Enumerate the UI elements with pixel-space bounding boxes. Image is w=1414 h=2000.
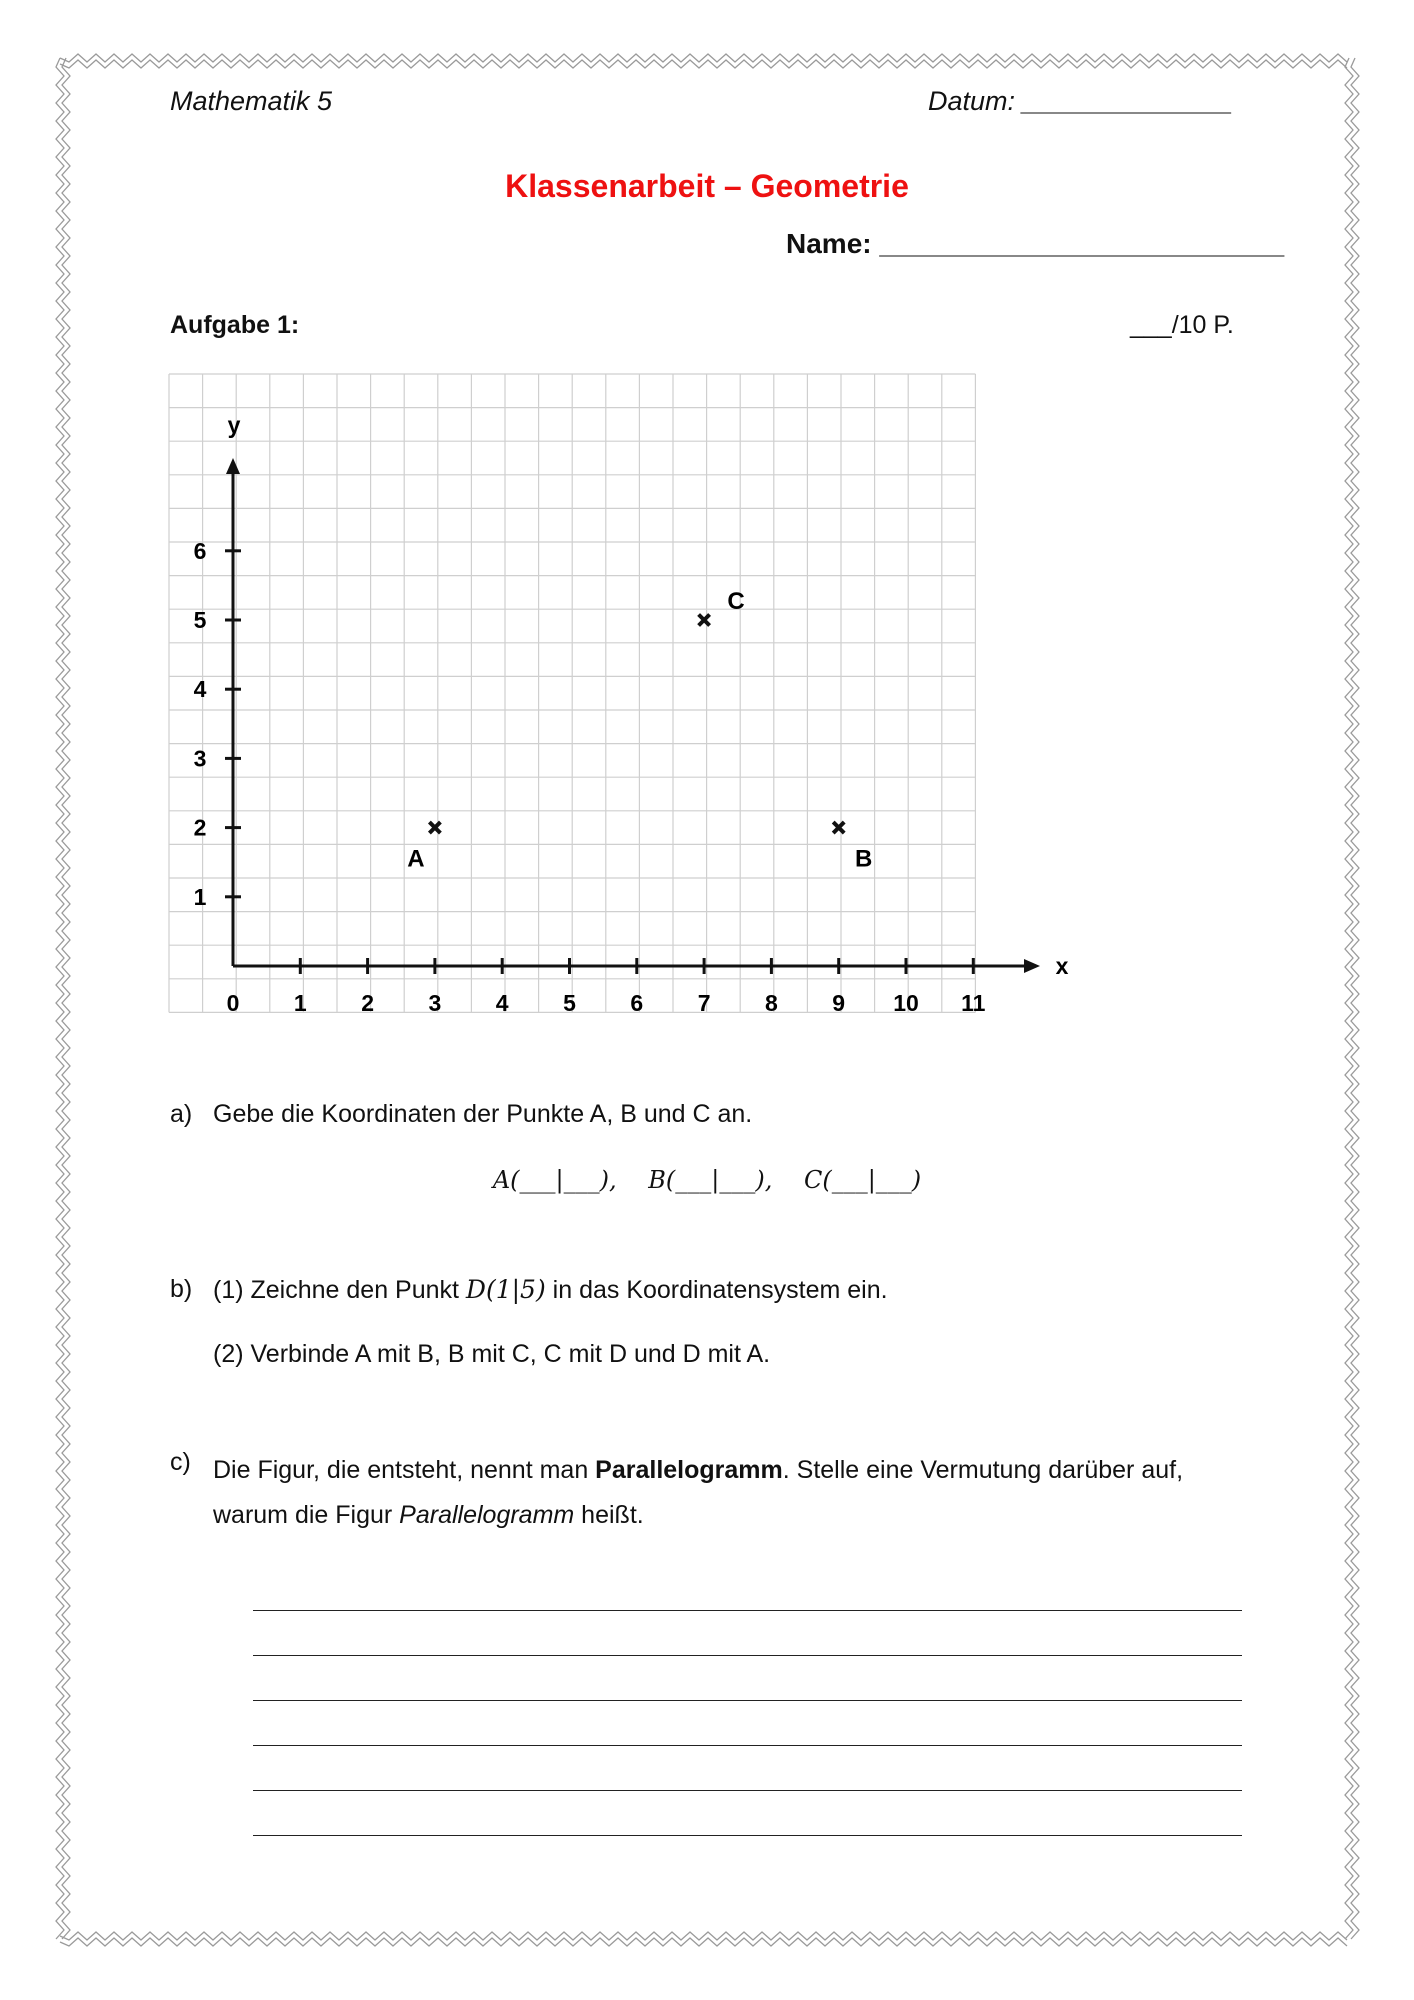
x-tick-label: 5 xyxy=(563,990,576,1016)
name-field: Name: __________________________ xyxy=(786,228,1285,259)
question-a-text: Gebe die Koordinaten der Punkte A, B und C an. xyxy=(213,1100,753,1128)
x-axis-arrow xyxy=(1024,959,1040,973)
x-tick-label: 4 xyxy=(495,990,509,1016)
point-c-marker xyxy=(699,615,710,626)
question-c-text-3: heißt. xyxy=(574,1501,644,1529)
x-tick-label: 9 xyxy=(832,990,846,1016)
answer-field-a: A(___|___), xyxy=(492,1166,617,1194)
point-d: D(1|5) xyxy=(465,1275,546,1304)
x-tick-label: 7 xyxy=(697,990,711,1016)
y-axis-label: y xyxy=(227,412,241,438)
answer-line[interactable] xyxy=(253,1745,1242,1746)
subject-label: Mathematik 5 xyxy=(170,86,333,116)
task-label: Aufgabe 1: xyxy=(170,311,300,339)
y-tick-label: 2 xyxy=(193,814,207,841)
question-b-marker: b) xyxy=(170,1275,193,1303)
answer-line[interactable] xyxy=(253,1790,1242,1791)
answer-field-b: B(___|___), xyxy=(648,1166,773,1194)
x-tick-label: 11 xyxy=(961,990,986,1016)
x-tick-label: 3 xyxy=(428,990,442,1016)
answer-line[interactable] xyxy=(253,1700,1242,1701)
answer-line[interactable] xyxy=(253,1655,1242,1656)
answer-line[interactable] xyxy=(253,1610,1242,1611)
x-axis-label: x xyxy=(1055,953,1069,979)
x-tick-label: 2 xyxy=(361,990,374,1016)
point-c-label: C xyxy=(727,588,745,615)
x-tick-label: 10 xyxy=(893,990,919,1016)
y-tick-label: 4 xyxy=(193,676,207,703)
coordinate-answer-fields xyxy=(0,1166,1414,1194)
question-a-marker: a) xyxy=(170,1100,193,1128)
question-b-part1-text: (1) Zeichne den Punkt xyxy=(213,1276,466,1304)
question-c-text xyxy=(213,1448,1263,1538)
point-b-marker xyxy=(833,822,844,833)
question-b-part2: (2) Verbinde A mit B, B mit C, C mit D und D mit A. xyxy=(213,1340,771,1368)
answer-line[interactable] xyxy=(253,1835,1242,1836)
question-b-part1-end: in das Koordinatensystem ein. xyxy=(545,1276,888,1304)
points-field: ___/10 P. xyxy=(1130,311,1234,339)
y-tick-label: 3 xyxy=(193,745,207,772)
y-tick-label: 5 xyxy=(193,607,207,633)
answer-field-c: C(___|___) xyxy=(803,1166,922,1194)
page-title: Klassenarbeit – Geometrie xyxy=(505,168,909,204)
x-tick-label: 8 xyxy=(765,990,778,1016)
point-b-label: B xyxy=(855,845,873,873)
question-c-italic-term: Parallelogramm xyxy=(399,1501,575,1529)
point-a-marker xyxy=(429,822,440,833)
x-tick-label: 6 xyxy=(630,990,644,1016)
question-b-part1 xyxy=(213,1275,888,1305)
y-tick-label: 1 xyxy=(193,883,207,910)
x-tick-label: 1 xyxy=(293,990,307,1016)
question-c-bold-term: Parallelogramm xyxy=(595,1456,783,1484)
question-c-text-2: . Stelle eine Vermutung darüber auf, warum die Figur xyxy=(213,1456,1184,1529)
question-c-marker: c) xyxy=(170,1448,191,1476)
x-tick-label: 0 xyxy=(226,990,240,1016)
y-tick-label: 6 xyxy=(193,537,207,564)
y-axis-arrow xyxy=(226,458,240,474)
point-a-label: A xyxy=(407,845,425,873)
question-c-text-1: Die Figur, die entsteht, nennt man xyxy=(213,1456,596,1484)
date-field: Datum: ______________ xyxy=(928,86,1233,116)
grid-paper xyxy=(169,374,975,1012)
